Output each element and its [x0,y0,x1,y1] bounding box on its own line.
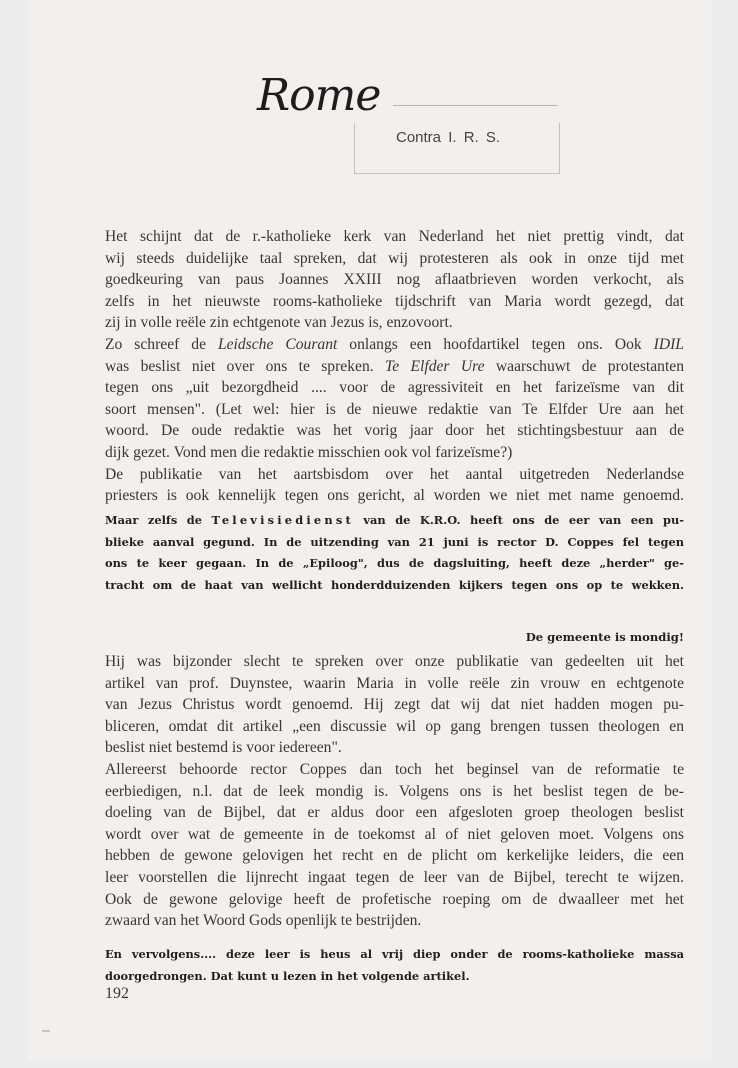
text-line: goedkeuring van paus Joannes XXIII nog aflaatbrieven worden verkocht, als [105,271,684,289]
text-line: beslist niet bestemd is voor iedereen". [105,739,342,757]
text-line [105,356,684,378]
text-line: priesters is ook kennelijk tegen ons gericht, al worden we niet met name genoemd. [105,487,684,505]
text-line: bliceren, omdat dit artikel „een discussie wil op gang brengen tussen theologen en [105,717,684,735]
text-line: eerbiedigen, n.l. dat de leek mondig is. Volgens ons is het beslist tegen de be- [105,782,684,800]
text-line: ons te keer gegaan. In de „Epiloog", dus de dagsluiting, heeft deze „herder" ge- [105,556,684,570]
paragraph-body [105,651,684,932]
text-line: tegen ons „uit bezorgdheid .... voor de agressiviteit en het farizeïsme van dit [105,379,684,397]
text-line: hebben de gewone gelovigen het recht en de plicht om kerkelijke leiders, die een [105,847,684,865]
text-line: Het schijnt dat de r.-katholieke kerk van Nederland het niet prettig vindt, dat [105,228,684,245]
page-title: Rome [257,70,381,121]
text-line: van Jezus Christus wordt genoemd. Hij zegt dat wij dat niet hadden mogen pu- [105,696,684,714]
text-line [105,510,684,532]
text-line: De publikatie van het aartsbisdom over het aantal uitgetreden Nederlandse [105,465,684,483]
magazine-name: IDIL [653,335,684,353]
text-run: waarschuwt de protestanten [484,357,684,375]
text-line: Hij was bijzonder slecht te spreken over onze publikatie van gedeelten uit het [105,653,684,670]
text-line: wordt over wat de gemeente in de toekomst al of niet geloven moet. Volgens ons [105,825,684,843]
text-line: Allereerst behoorde rector Coppes dan toch het beginsel van de reformatie te [105,760,684,778]
text-line: doeling van de Bijbel, dat er aldus door een afgesloten groep theologen beslist [105,804,684,822]
text-line: zelfs in het nieuwste rooms-katholieke tijdschrift van Maria wordt gezegd, dat [105,292,684,310]
bold-paragraph-kro [105,510,684,596]
bold-paragraph-closing [105,944,684,987]
title-rule [393,105,558,106]
page-number: 192 [105,985,129,1002]
paper-mark [42,1030,50,1032]
text-line: wij steeds duidelijke taal spreken, dat wij protesteren als ook in onze tijd met [105,249,684,267]
text-run: was beslist niet over ons te spreken. [105,357,385,375]
text-line: En vervolgens.... deze leer is heus al vrij diep onder de rooms-katholieke massa [105,947,684,961]
text-line: leer voorstellen die lijnrecht ingaat tegen de leer van de Bijbel, terecht te wijzen. [105,868,684,886]
text-run: Maar zelfs de [105,513,212,527]
text-line [105,334,684,356]
text-line: dijk gezet. Vond men die redaktie misschien ook vol farizeïsme?) [105,443,513,461]
spaced-text: Televisiedienst [211,513,354,527]
text-run: onlangs een hoofdartikel tegen ons. Ook [337,335,654,353]
text-line: doorgedrongen. Dat kunt u lezen in het volgende artikel. [105,968,470,983]
text-line: woord. De oude redaktie was het vorig jaar door het stichtingsbestuur aan de [105,422,684,440]
text-line: zwaard van het Woord Gods openlijk te bestrijden. [105,912,422,930]
text-line: Ook de gewone gelovige heeft de profetische roeping om de dwaalleer met het [105,890,684,908]
text-line: zij in volle reële zin echtgenote van Jezus is, enzovoort. [105,314,453,332]
text-run: van de K.R.O. heeft ons de eer van een pu- [353,513,684,527]
newspaper-name: Leidsche Courant [217,335,338,353]
text-line: artikel van prof. Duynstee, waarin Maria in volle reële zin vrouw en echtgenote [105,674,684,692]
text-run: Zo schreef de [105,335,218,353]
page-subtitle: Contra I. R. S. [396,129,501,146]
paragraph-intro [105,226,684,507]
text-line: tracht om de haat van wellicht honderdduizenden kijkers tegen ons op te wekken. [105,577,684,592]
text-line: blieke aanval gegund. In de uitzending van 21 juni is rector D. Coppes fel tegen [105,534,684,549]
section-heading: De gemeente is mondig! [525,630,684,644]
text-line: soort mensen". (Let wel: hier is de nieuwe redaktie van Te Elfder Ure aan het [105,400,684,418]
magazine-name: Te Elfder Ure [385,357,485,375]
